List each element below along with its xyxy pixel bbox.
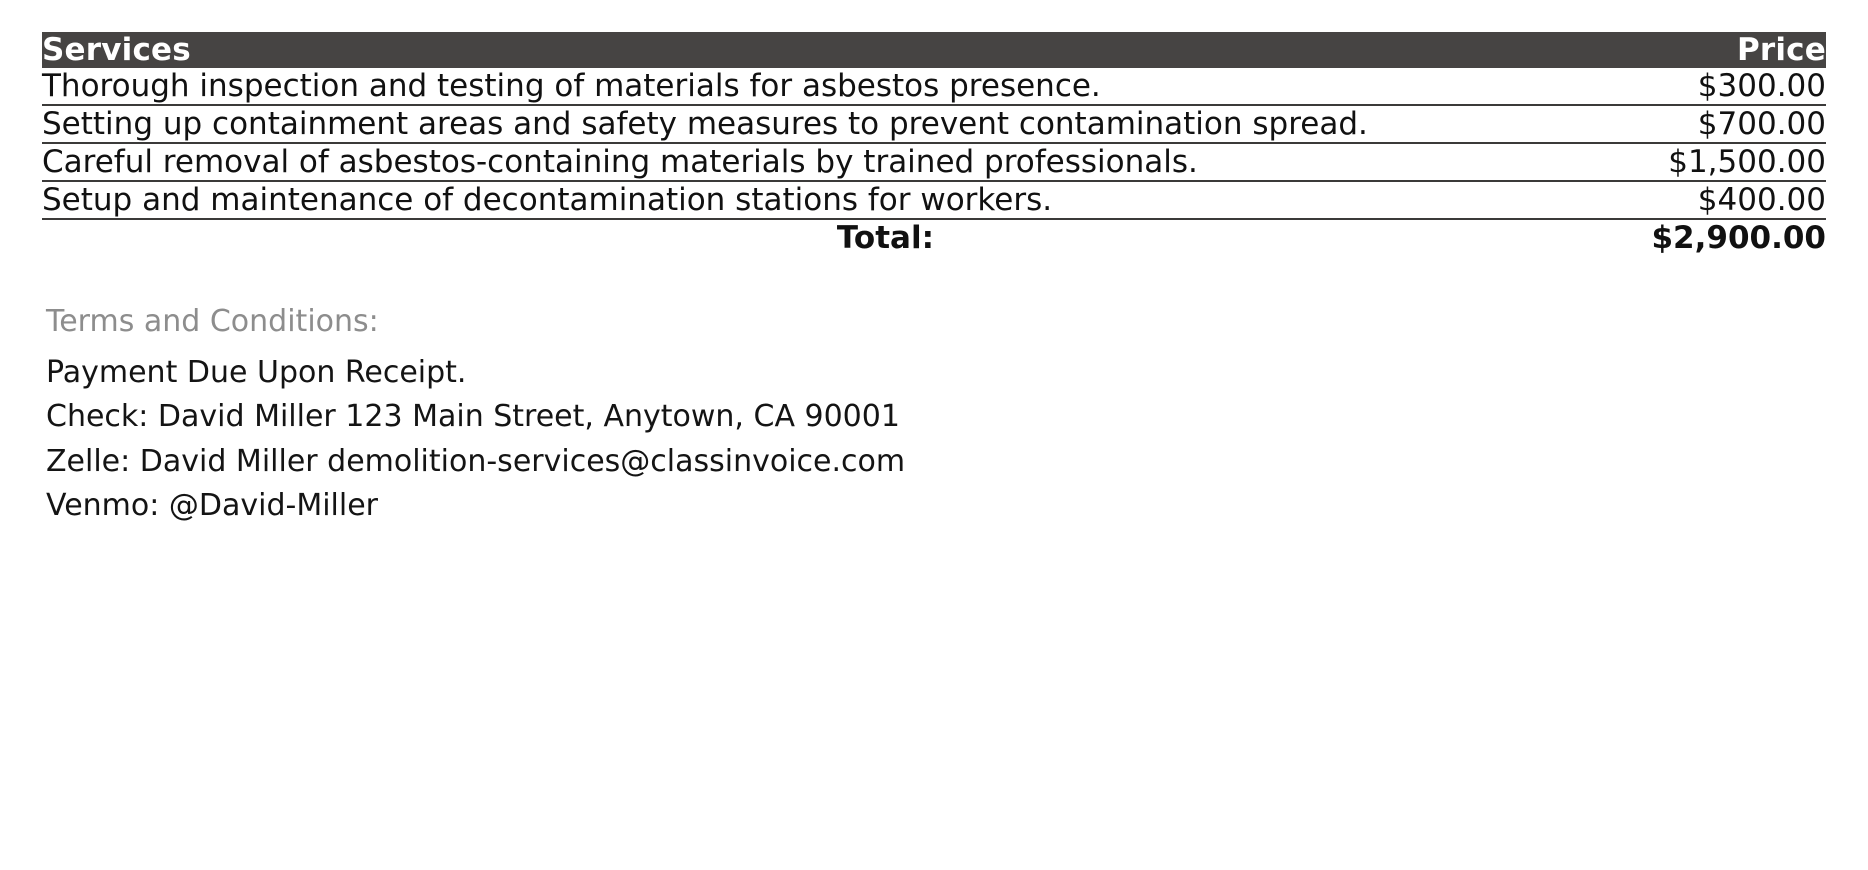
service-price: $400.00 — [934, 181, 1826, 219]
table-row — [42, 181, 1826, 219]
table-total-row — [42, 219, 1826, 256]
terms-and-conditions — [42, 304, 1826, 529]
terms-title: Terms and Conditions: — [46, 304, 379, 339]
table-header-row — [42, 32, 1826, 68]
terms-line-venmo: Venmo: @David-Miller — [46, 488, 379, 524]
column-header-services: Services — [42, 32, 191, 68]
total-value: $2,900.00 — [1651, 220, 1826, 256]
service-description: Thorough inspection and testing of materials for asbestos presence. — [42, 68, 1101, 104]
table-body — [42, 68, 1826, 256]
service-description: Setup and maintenance of decontamination stations for workers. — [42, 182, 1053, 218]
table-row — [42, 143, 1826, 181]
table-header — [42, 32, 1826, 68]
service-description: Careful removal of asbestos-containing materials by trained professionals. — [42, 144, 1198, 180]
table-row — [42, 105, 1826, 143]
terms-line-payment: Payment Due Upon Receipt. — [46, 355, 467, 390]
column-header-price: Price — [1736, 32, 1826, 68]
table-row — [42, 68, 1826, 105]
services-table — [42, 32, 1826, 256]
service-price: $300.00 — [934, 68, 1826, 105]
service-price: $700.00 — [934, 105, 1826, 143]
service-description: Setting up containment areas and safety measures to prevent contamination spread. — [42, 106, 1368, 142]
service-price: $1,500.00 — [934, 143, 1826, 181]
terms-line-zelle: Zelle: David Miller demolition-services@classinvoice.com — [46, 443, 906, 479]
terms-line-check: Check: David Miller 123 Main Street, Anytown, CA 90001 — [46, 399, 900, 435]
total-label: Total: — [836, 220, 934, 256]
